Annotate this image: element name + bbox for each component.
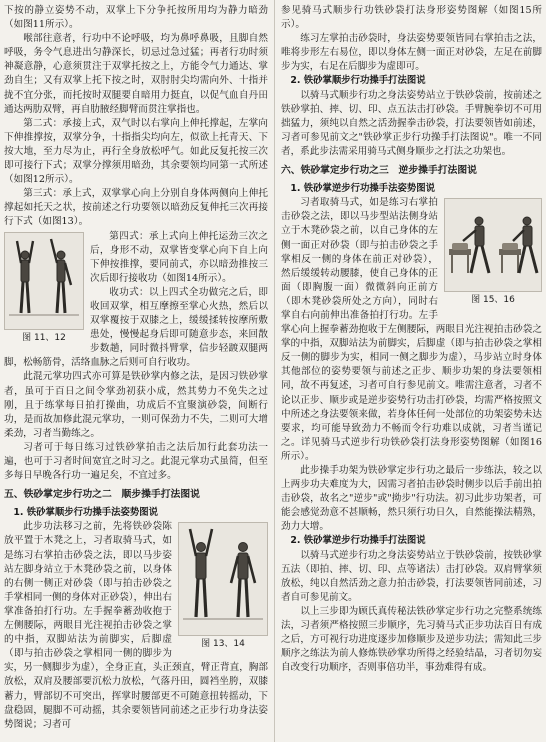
paragraph: 此步操手功架为铁砂掌定步行功之最后一步练法，较之以上两步功夫难度为大，因需习者拍击砂袋时侧步以后手前出拍击砂袋，故名之"逆步"或"拗步"行功法。初习此步功架者，可能会感觉劲意不甚顺畅，然只须行功日久，自然能操法精熟，劲力大增。: [281, 465, 542, 533]
paragraph: 第二式：承接上式，双气时以右掌向上伸托撑起，左掌向下伸推撑按，双掌分争，十指指尖均向左，似欲上托青天、下按大地，至力尽为止，再行全身放松呼气。如此反复托按三次即可接行下式；双掌分撑须用暗劲，其余要领均同第一式所述（如图12所示）。: [4, 117, 268, 186]
paragraph: 第三式：承上式，双掌掌心向上分别自身体两侧向上伸托撑起如托天之状，按前述之行功要领以暗劲反复伸托三次再接行下式（如图13）。: [4, 188, 268, 228]
figure-15-16: [444, 198, 542, 307]
subsection-heading: 2. 铁砂掌逆步行功操手打法图说: [290, 535, 426, 547]
paragraph: 此步功法移习之前，先将铁砂袋陈放平置于木凳之上，习者取骑马式，如是练习右掌拍击砂袋之法，即以马步姿站左脚身站立于木凳砂袋之前，以身体的右侧一侧正对砂袋（即与拍击砂袋之手掌相同一侧的身体对正砂袋），伸出右掌准备拍打行功。左手握拳蓄劲收抱于左侧腰际，两眼目光注视拍击砂袋之掌的中指，双脚站法为前脚实，后脚虚（即与拍击砂袋之掌相同一侧的脚步为实，另一侧脚步为虚），全身正直，头正颈直，臂正背直，胸部放松，双肩及腰部要沉松力放松，气落丹田，圆裆坐胯，双膝蓄力，臂部切不可突出，挥掌时腰部更不可随意扭转摇动，下盘稳固，腿脚不可动摇，其余要领皆同前述之正步行功身法姿势图说；习者可: [4, 521, 268, 730]
figure-caption: 图 15、16: [471, 295, 515, 306]
paragraph: 练习左掌拍击砂袋时，身法姿势要领皆同右掌拍击之法，唯将步形左右易位，即以身体左侧一面正对砂袋，左足在前脚步为实，右足在后脚步为虚即可。: [281, 33, 542, 73]
left-column: [4, 4, 268, 732]
paragraph: 下按的静立姿势不动，双掌上下分争托按所用均为静力暗劲（如图11所示）。: [4, 5, 268, 31]
paragraph: 以上三步即为顾氏真传秘法铁砂掌定步行功之完整系统练法，习者须严格按照三步顺序，先习骑马式正步功法百日有成之后，方可视行功进度逐步加修顺步及逆步功法；需知此三步顺序之练法为前人修炼铁砂掌功所得之经验结晶，习者切勿妄自改变行功顺序，否则事倍功半，事劲难得有成。: [281, 605, 542, 674]
figure-13-14-illustration: [178, 522, 268, 636]
subsection-heading: 1. 铁砂掌逆步行功操手法姿势图说: [290, 183, 435, 195]
paragraph: 喉部往意者，行功中不论呼吸，均为鼻呼鼻吸，且脚自然呼吸，务令气息进出匀静深长，切忌过急过猛；再者行功时须神凝意静，心意须贯注于双掌托按之上，方能令气力通达、掌劲自生；又有双掌上托下按之时，双肘肘尖均需向外、十指并拢不宜分张，而托按时双腿要自暗用力挺直，以促气血自丹田通达两肋双臂，再自肋腋经脚臂而贯注掌指也。: [4, 33, 268, 115]
figure-13-14: [178, 522, 268, 651]
paragraph: 第四式：承上式向上伸托运劲三次之后，身形不动，双掌皆变掌心向下自上向下伸按推撑，要同前式，亦以暗劲推按三次后即行接收功（如图14所示）。: [90, 230, 268, 284]
figure-11-12-illustration: [4, 232, 84, 330]
paragraph: 习者可于每日练习过铁砂掌拍击之法后加行此套功法一遍，也可于习者时间宽宜之时习之。此混元掌功式虽简，但至多每日早晚各行功一遍足矣，不宜过多。: [4, 441, 268, 482]
paragraph: 参见骑马式顺步行功铁砂袋打法身形姿势图解（如图15所示）。: [281, 5, 542, 31]
figure-caption: 图 11、12: [22, 332, 66, 343]
paragraph: 以骑马式顺步行功之身法姿势站立于铁砂袋前，按前述之铁砂掌拍、摔、切、印、点五法击打砂袋。手臂腕拳切不可用拙猛力，须纯以自然之活劲握拳击砂袋，打法要领皆如前述，习者可参见前文之"铁砂掌正步行功操手打法图说"。唯一不同者，系此步法需采用骑马式侧身顺步之打法之功架也。: [281, 89, 542, 157]
subsection-heading: 1. 铁砂掌顺步行功操手法姿势图说: [13, 507, 158, 519]
figure-11-12: [4, 232, 84, 345]
paragraph: 习者取骑马式，如是练习右掌拍击砂袋之法，即以马步型站法侧身站立于木凳砂袋之前，以自己身体的左侧一面正对砂袋（即与拍击砂袋之手掌相反一侧的身体在前正对砂袋），然后缓缓转动腰膝，使自己身体的正面（即胸腹一面）微微斜向正前方（即木凳砂袋所处之方向），同时右掌自右向前伸出准备拍打行功。左手掌心向上握拳蓄劲抱收于左侧腰际，两眼目光注视拍击砂袋之掌的中指，双脚站法为前脚实，后脚虚（即与拍击砂袋之掌相反一侧的脚步为实，相同一侧之脚步为虚），马步站立时身体其他部位的姿势要领与前述之正步、顺步功架的身法要领相同，故不再复述，习者可自行参见前文。唯需注意者，习者不论以正步、顺步或是逆步姿势行功击打砂袋，均需严格按照文中所述之身法要领来做，若身体任何一处部位的功架姿势未达要求，均可能导致劲力不畅而令行功难以成就，习者当谨记之。详见骑马式逆步行功铁砂袋打法身形姿势图解（如图16所示）。: [281, 197, 542, 462]
paragraph: 此混元掌功四式亦可算是铁砂掌内修之法，是因习铁砂掌者，虽可于百日之间令掌劲初获小成，然其势力不免失之过刚，且于练掌每日拍打操曲，功成后不宜聚演砂袋，间断行功，是而故加修此混元掌功，一则可保劲力不失，二则可大增柔劲，习者当勤练之。: [4, 371, 268, 439]
figure-15-16-illustration: [444, 198, 542, 292]
paragraph: 收功式：以上四式全功做完之后，即收回双掌，相互摩擦至掌心火热，然后以双掌覆按于双膝之上，缓缓揉转按摩所敷患处，慢慢起身后即可随意步态，来回散步数趟，同时微抖臂掌，信步轻踱双腿两脚，松畅筋骨，活络血脉之后则可自行收功。: [4, 286, 268, 369]
figure-caption: 图 13、14: [201, 639, 245, 650]
right-column: [281, 4, 542, 675]
subsection-heading: 2. 铁砂掌顺步行功操手打法图说: [290, 75, 426, 87]
paragraph: 以骑马式逆步行功之身法姿势站立于铁砂袋前，按铁砂掌五法（即拍、摔、切、印、点等诸法）击打砂袋。双肩臂掌须放松，纯以自然活劲之意力拍击砂袋，打法要领皆同前述，习者自可参见前文。: [281, 549, 542, 603]
column-divider: [274, 0, 275, 742]
section-heading-6: 六、铁砂掌定步行功之三 逆步操手打法图说: [281, 165, 477, 177]
section-heading-5: 五、铁砂掌定步行功之二 顺步操手打法图说: [4, 489, 200, 501]
